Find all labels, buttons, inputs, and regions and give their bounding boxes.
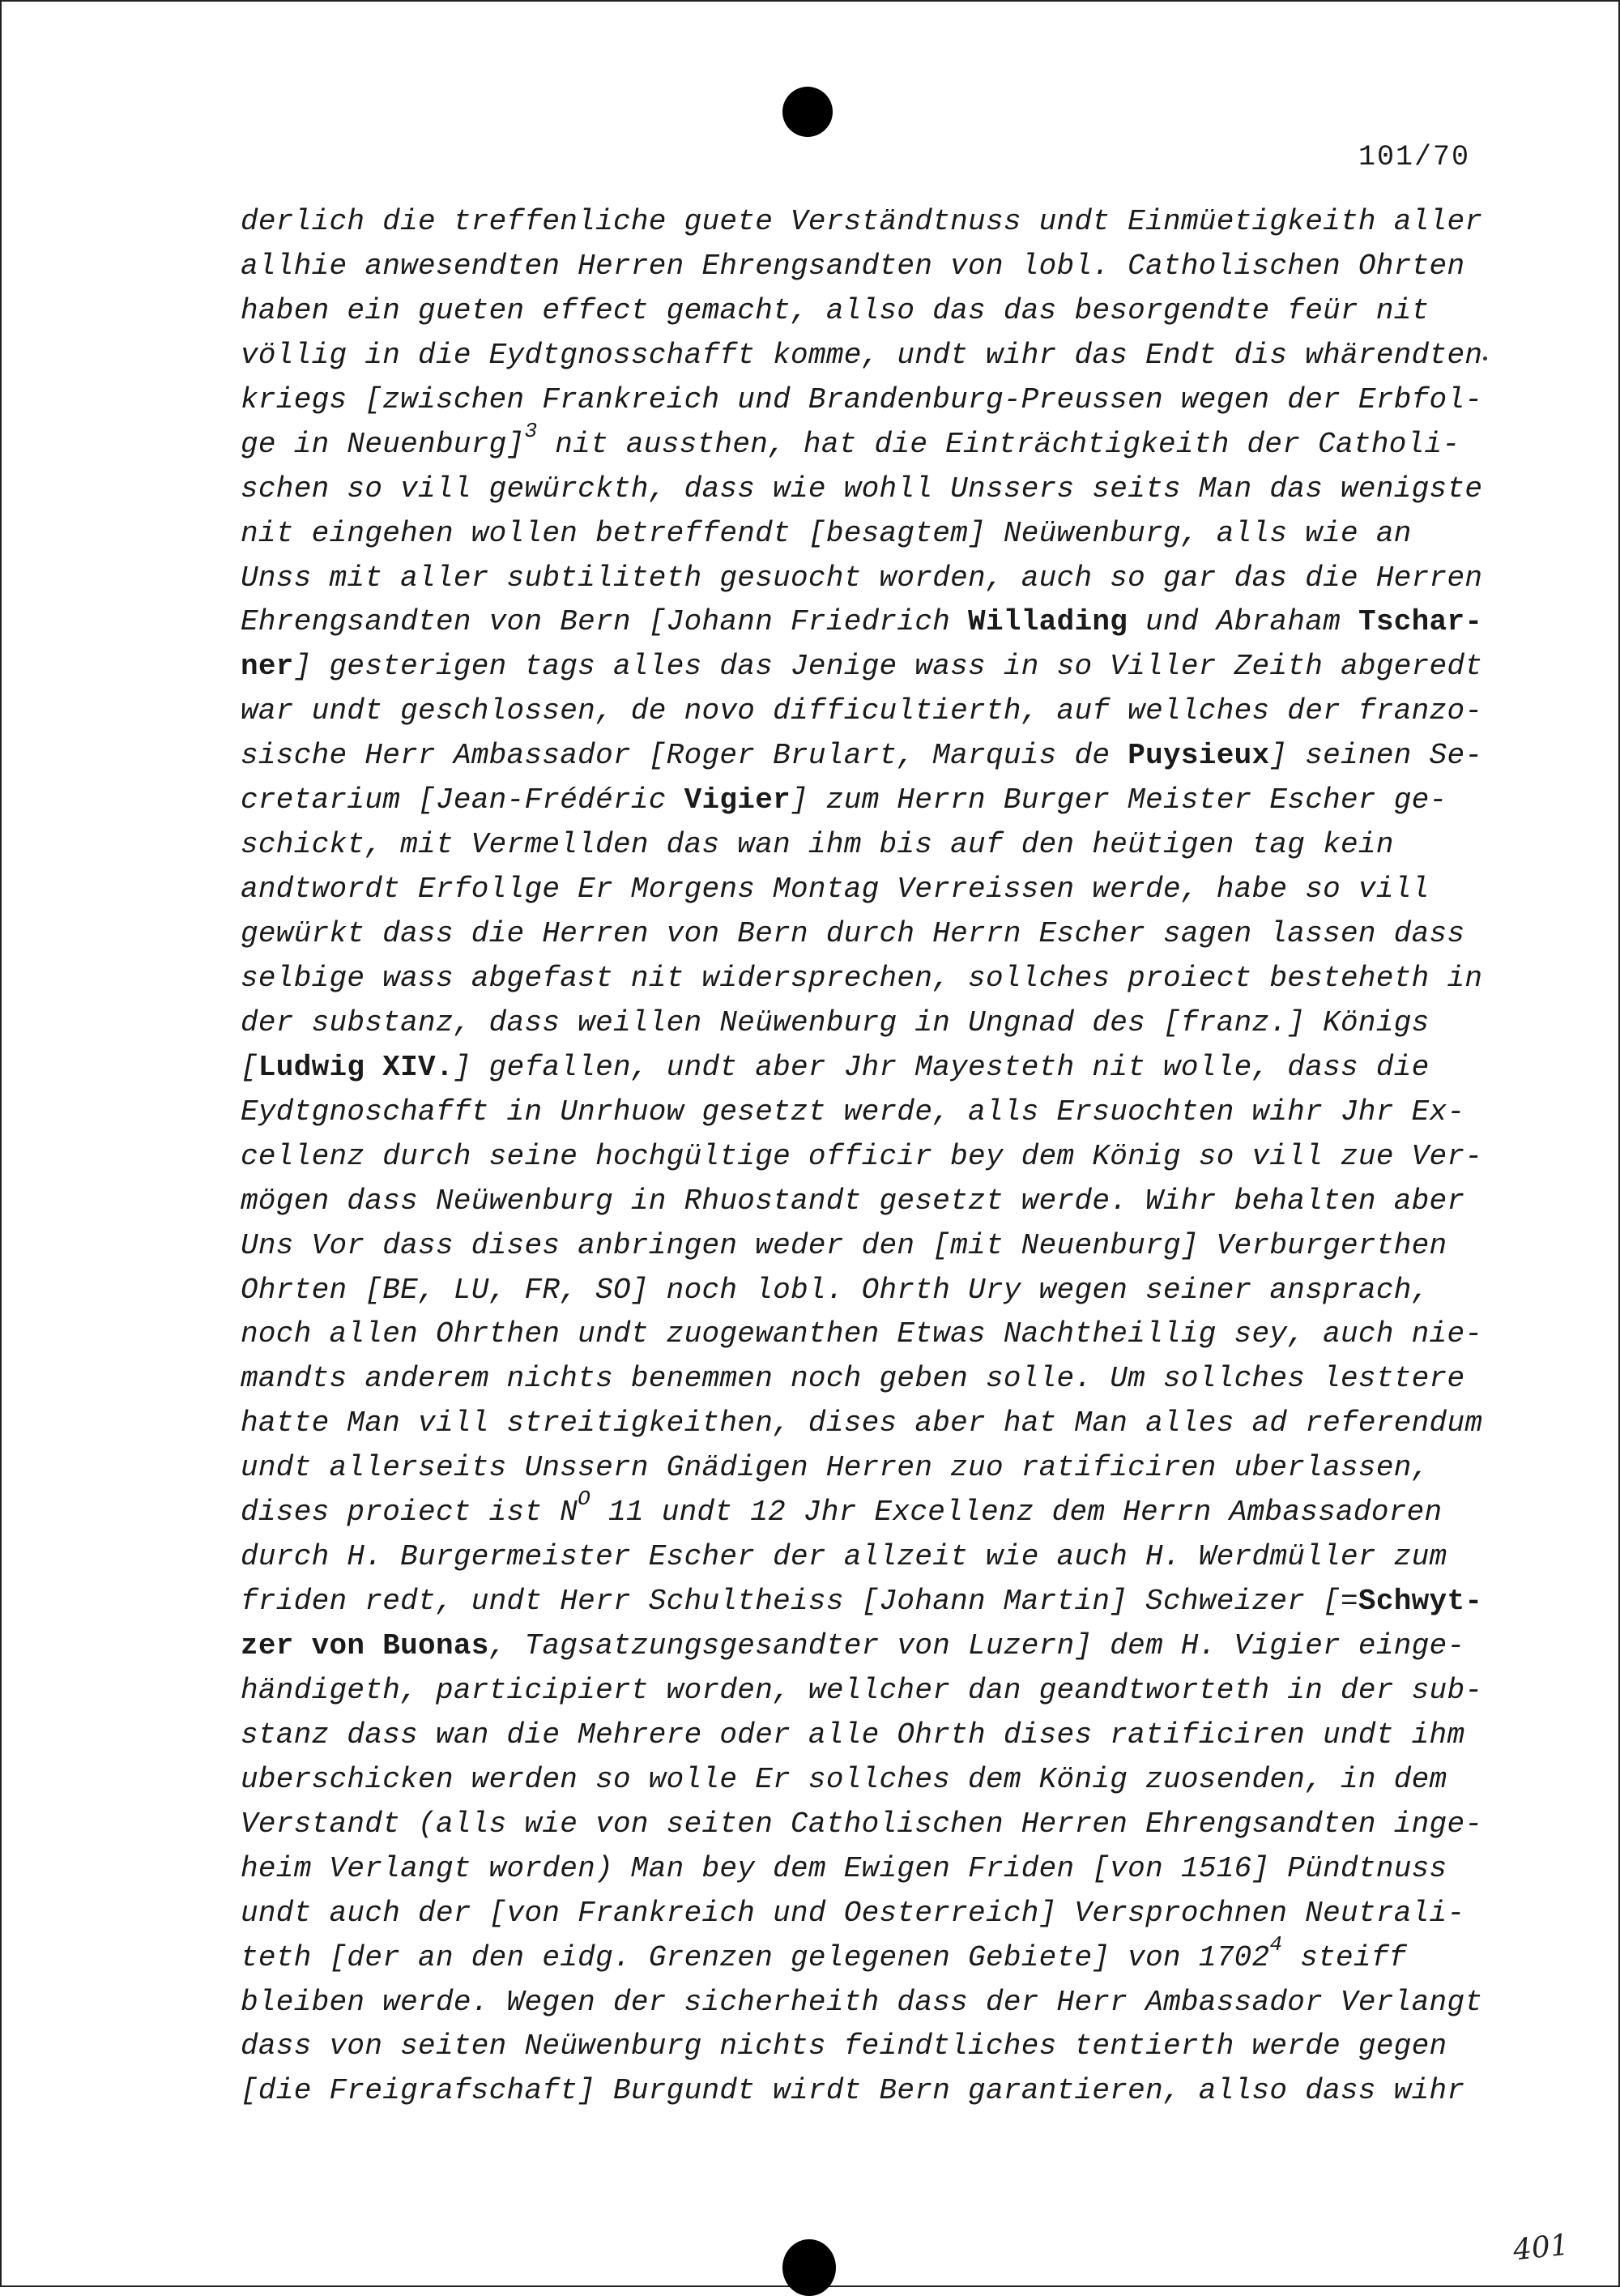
handwritten-folio-number: 401: [1511, 2228, 1571, 2268]
text-line: derlich die treffenliche guete Verständtnuss undt Einmüetigkeith aller: [241, 205, 1483, 238]
bold-name: Vigier: [684, 783, 791, 817]
text-line: zer von Buonas, Tagsatzungsgesandter von Luzern] dem H. Vigier einge-: [241, 1629, 1465, 1662]
text-line: Verstandt (alls wie von seiten Catholischen Herren Ehrengsandten inge-: [241, 1807, 1483, 1841]
footnote-marker: 3: [524, 418, 538, 443]
bold-name: Tschar-: [1358, 605, 1483, 639]
text-line: ner] gesterigen tags alles das Jenige wass in so Viller Zeith abgeredt: [241, 650, 1483, 684]
text-line: mögen dass Neüwenburg in Rhuostandt gesetzt werde. Wihr behalten aber: [241, 1184, 1465, 1218]
text-line: Ehrengsandten von Bern [Johann Friedrich Willading und Abraham Tschar-: [241, 605, 1483, 639]
text-line: cellenz durch seine hochgültige officir bey dem König so vill zue Ver-: [241, 1139, 1483, 1173]
text-line: kriegs [zwischen Frankreich und Brandenburg-Preussen wegen der Erbfol-: [241, 382, 1483, 416]
punch-hole-bottom: [782, 2239, 836, 2296]
text-line: Uns Vor dass dises anbringen weder den [mit Neuenburg] Verburgerthen: [241, 1228, 1447, 1262]
text-line: dises proiect ist $N^O$ 11 undt 12 Jhr Excellenz dem Herrn Ambassadoren: [241, 1487, 1443, 1530]
text-line: Unss mit aller subtiliteth gesuocht worden, auch so gar das die Herren: [241, 561, 1483, 595]
text-line: der substanz, dass weillen Neüwenburg in Ungnad des [franz.] Königs: [241, 1005, 1430, 1039]
footnote-marker: 4: [1269, 1931, 1283, 1957]
text-line: [Ludwig XIV.] gefallen, undt aber Jhr Mayesteth nit wolle, dass die: [241, 1050, 1430, 1084]
text-line: stanz dass wan die Mehrere oder alle Ohrth dises ratificiren undt ihm: [241, 1718, 1465, 1752]
text-line: nit eingehen wollen betreffendt [besagtem] Neüwenburg, alls wie an: [241, 516, 1412, 550]
text-line: war undt geschlossen, de novo difficultierth, auf wellches der franzo-: [241, 694, 1483, 728]
text-line: noch allen Ohrthen undt zuogewanthen Etwas Nachtheillig sey, auch nie-: [241, 1317, 1483, 1351]
bold-name: Schwyt-: [1358, 1585, 1483, 1619]
bold-name: zer von Buonas: [241, 1629, 489, 1662]
text-line: selbige wass abgefast nit widersprechen, sollches proiect besteheth in: [241, 961, 1483, 995]
bold-name: Ludwig XIV.: [258, 1050, 454, 1084]
text-line: bleiben werde. Wegen der sicherheith dass der Herr Ambassador Verlangt: [241, 1985, 1483, 2019]
bold-name: Puysieux: [1128, 739, 1270, 773]
text-line: friden redt, undt Herr Schultheiss [Johann Martin] Schweizer [=Schwyt-: [241, 1585, 1483, 1619]
text-line: völlig in die Eydtgnosschafft komme, undt wihr das Endt dis whärendten: [241, 338, 1483, 372]
bold-name: Willading: [968, 605, 1128, 639]
text-line: sische Herr Ambassador [Roger Brulart, Marquis de Puysieux] seinen Se-: [241, 739, 1483, 773]
footnote-marker: O: [578, 1487, 591, 1512]
text-line: teth [der an den eidg. Grenzen gelegenen Gebiete] von 1702$^4$ steiff: [241, 1931, 1407, 1974]
page-number: 101/70: [1358, 141, 1471, 173]
text-line: mandts anderem nichts benemmen noch geben solle. Um sollches lesttere: [241, 1362, 1465, 1396]
text-line: Ohrten [BE, LU, FR, SO] noch lobl. Ohrth Ury wegen seiner ansprach,: [241, 1273, 1430, 1307]
text-line: allhie anwesendten Herren Ehrengsandten von lobl. Catholischen Ohrten: [241, 249, 1465, 283]
text-line: ge in Neuenburg]$^3$ nit aussthen, hat die Einträchtigkeith der Catholi-: [241, 418, 1460, 461]
transcription-body: [241, 200, 1488, 2114]
text-line: schickt, mit Vermellden das wan ihm bis auf den heütigen tag kein: [241, 828, 1394, 862]
text-line: hatte Man vill streitigkeithen, dises aber hat Man alles ad referendum: [241, 1406, 1483, 1440]
text-line: durch H. Burgermeister Escher der allzeit wie auch H. Werdmüller zum: [241, 1540, 1447, 1574]
text-line: uberschicken werden so wolle Er sollches dem König zuosenden, in dem: [241, 1762, 1447, 1796]
text-line: dass von seiten Neüwenburg nichts feindtliches tentierth werde gegen: [241, 2029, 1447, 2063]
text-line: schen so vill gewürckth, dass wie wohll Unssers seits Man das wenigste: [241, 472, 1483, 506]
text-line: [die Freigrafschaft] Burgundt wirdt Bern garantieren, allso dass wihr: [241, 2074, 1465, 2108]
text-line: händigeth, participiert worden, wellcher dan geandtworteth in der sub-: [241, 1673, 1483, 1707]
text-line: gewürkt dass die Herren von Bern durch Herrn Escher sagen lassen dass: [241, 917, 1465, 950]
text-line: cretarium [Jean-Frédéric Vigier] zum Herrn Burger Meister Escher ge-: [241, 783, 1447, 817]
text-line: undt allerseits Unssern Gnädigen Herren zuo ratificiren uberlassen,: [241, 1451, 1430, 1485]
text-line: haben ein gueten effect gemacht, allso das das besorgendte feür nit: [241, 293, 1430, 327]
text-line: andtwordt Erfollge Er Morgens Montag Verreissen werde, habe so vill: [241, 873, 1430, 907]
bold-name: ner: [241, 650, 294, 684]
text-line: Eydtgnoschafft in Unrhuow gesetzt werde, alls Ersuochten wihr Jhr Ex-: [241, 1095, 1465, 1129]
text-line: heim Verlangt worden) Man bey dem Ewigen Friden [von 1516] Pündtnuss: [241, 1851, 1447, 1885]
text-line: undt auch der [von Frankreich und Oesterreich] Versprochnen Neutrali-: [241, 1896, 1465, 1930]
punch-hole-top: [782, 87, 833, 137]
